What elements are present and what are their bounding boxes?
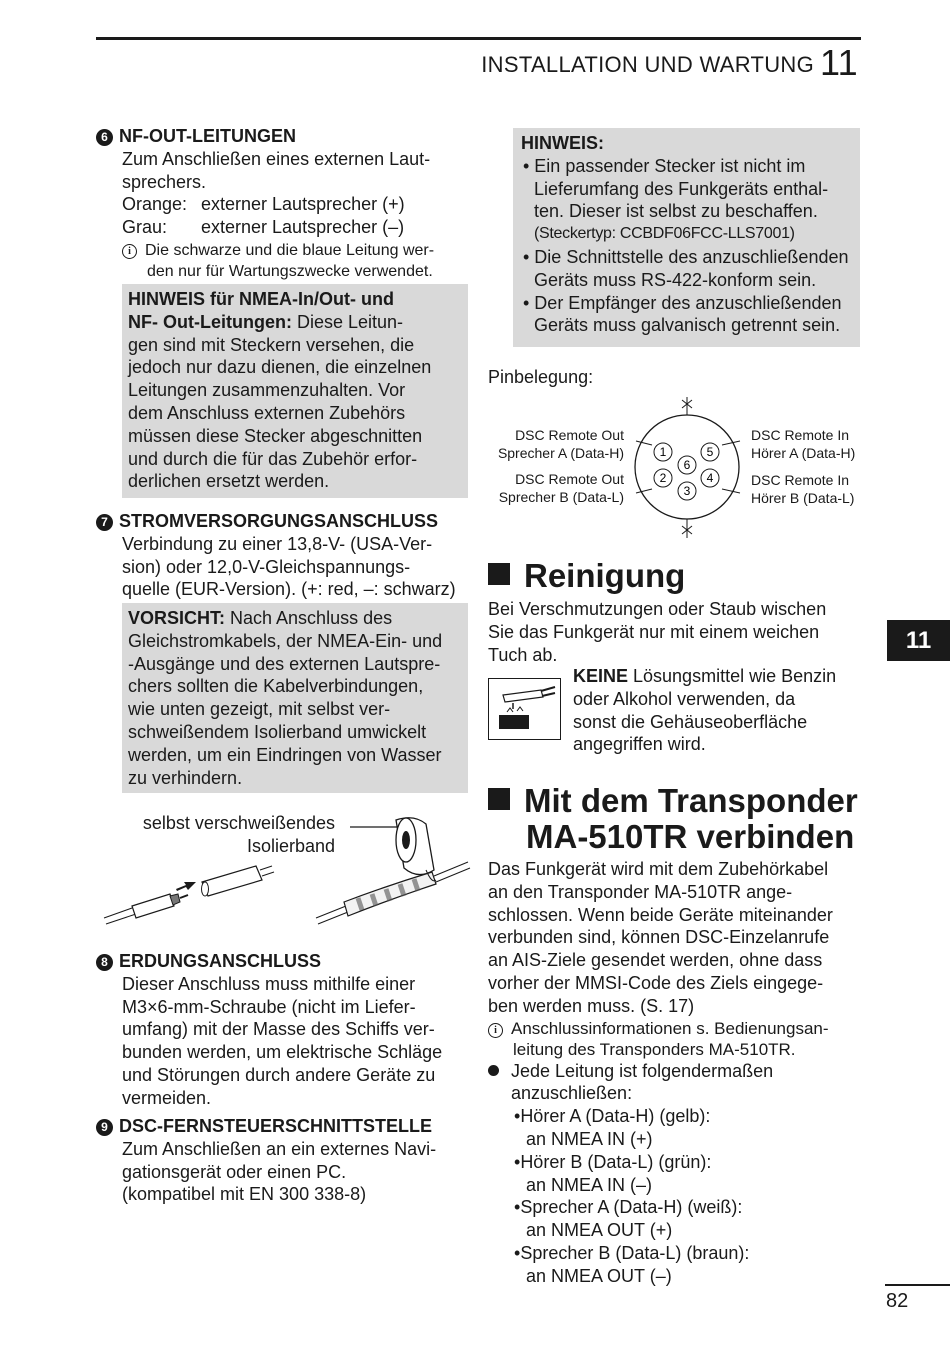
text-line: Jede Leitung ist folgendermaßen: [511, 1060, 774, 1081]
heading-square-icon: [488, 788, 510, 810]
hinweis-nmea-box: [122, 284, 468, 498]
header-rule: [96, 37, 861, 40]
sub-item-label: Sprecher A (Data-H) (weiß):: [520, 1197, 743, 1218]
heading-text: MA-510TR verbinden: [526, 818, 855, 855]
text-line: Das Funkgerät wird mit dem Zubehörkabel: [488, 859, 829, 879]
pin-label-line: Hörer B (Data-L): [751, 490, 855, 506]
section-number: 7: [96, 514, 113, 531]
note-line: Anschlussinformationen s. Bedienungsan-: [511, 1018, 829, 1038]
section-number: 9: [96, 1119, 113, 1136]
text-line: anzuschließen:: [511, 1083, 633, 1104]
text-line: Tuch ab.: [488, 644, 558, 665]
note-line: den nur für Wartungszwecke verwendet.: [147, 262, 433, 280]
box-line: • Ein passender Stecker ist nicht im: [523, 155, 806, 176]
footer-rule: [885, 1284, 950, 1286]
section-nf-out: [96, 125, 476, 282]
sub-item: •Sprecher B (Data-L) (braun):: [514, 1242, 750, 1263]
section-heading: DSC-FERNSTEUERSCHNITTSTELLE: [119, 1116, 433, 1136]
box-line: zu verhindern.: [128, 767, 243, 788]
orange-row: [122, 193, 476, 216]
text-line: gationsgerät oder einen PC.: [122, 1161, 347, 1182]
pin-label-line: Sprecher B (Data-L): [498, 489, 624, 505]
text-line: Zum Anschließen eines externen Laut-: [122, 148, 431, 169]
keine-label: KEINE: [573, 666, 629, 686]
box-line: Diese Leitun-: [291, 311, 404, 332]
solvent-warning-drawing: [489, 679, 559, 738]
text-line: angegriffen wird.: [573, 734, 706, 755]
note-line: Die schwarze und die blaue Leitung wer-: [145, 241, 435, 259]
heading-transponder: [488, 783, 858, 855]
tape-illustration: [96, 810, 476, 930]
text-line: Zum Anschließen an ein externes Navi-: [122, 1138, 437, 1159]
tape-label-line: Isolierband: [246, 835, 335, 856]
box-title: VORSICHT:: [128, 608, 226, 628]
connector-drawing: [622, 395, 752, 540]
pin-label-bottom-right: [751, 471, 854, 507]
text-line: M3×6-mm-Schraube (nicht im Liefer-: [122, 996, 416, 1017]
orange-value: externer Lautsprecher (+): [201, 194, 405, 215]
section-erdung: [96, 950, 476, 1110]
text-line: verbunden sind, können DSC-Einzelanrufe: [488, 927, 830, 948]
chapter-side-tab: 11: [887, 620, 950, 661]
pin-label-top-right: [751, 426, 855, 462]
text-line: oder Alkohol verwenden, da: [573, 688, 796, 709]
box-line: Leitungen zusammenzuhalten. Vor: [128, 380, 406, 401]
pin-label-line: Hörer A (Data-H): [751, 445, 856, 461]
text-line: an den Transponder MA-510TR ange-: [488, 881, 793, 902]
text-line: schlossen. Wenn beide Geräte miteinander: [488, 904, 833, 925]
sub-item-value: an NMEA IN (–): [526, 1174, 653, 1195]
pin-6: 6: [683, 458, 691, 472]
text-line: ben werden muss. (S. 17): [488, 995, 695, 1016]
orange-label: Orange:: [122, 194, 188, 215]
info-icon: i: [488, 1023, 503, 1038]
box-line: • Der Empfänger des anzuschließenden: [523, 292, 842, 313]
header-chapter: 11: [820, 42, 858, 83]
text-line: umfang) mit der Masse des Schiffs ver-: [122, 1019, 435, 1040]
text-line: vorher der MMSI-Code des Ziels eingege-: [488, 972, 824, 993]
grau-row: [122, 216, 476, 239]
heading-square-icon: [488, 563, 510, 585]
section-number: 6: [96, 129, 113, 146]
box-line: Nach Anschluss des: [225, 608, 393, 628]
tape-label-line: selbst verschweißendes: [142, 813, 335, 833]
hinweis-box: [513, 128, 860, 347]
text-line: sion) oder 12,0-V-Gleichspannungs-: [122, 556, 411, 577]
heading-text: Mit dem Transponder: [524, 782, 858, 819]
box-line: derlichen ersetzt werden.: [128, 471, 330, 492]
info-note: [122, 240, 476, 282]
pin-4: 4: [706, 471, 714, 485]
grau-label: Grau:: [122, 217, 168, 238]
header-title: INSTALLATION UND WARTUNG: [481, 52, 815, 77]
text-line: sonst die Gehäuseoberfläche: [573, 711, 808, 732]
heading-reinigung: [488, 558, 685, 594]
section-heading: STROMVERSORGUNGSANSCHLUSS: [119, 511, 439, 531]
no-solvent-icon: [488, 678, 561, 740]
sub-item-value: an NMEA IN (+): [526, 1128, 653, 1149]
info-icon: i: [122, 244, 137, 259]
box-line: Geräts muss galvanisch getrennt sein.: [534, 315, 841, 336]
box-line: Lieferumfang des Funkgeräts enthal-: [534, 178, 829, 199]
text-line: vermeiden.: [122, 1087, 212, 1108]
pin-label-line: DSC Remote In: [751, 427, 850, 443]
box-line: wie unten gezeigt, mit selbst ver-: [128, 699, 391, 720]
transponder-text: [488, 858, 863, 1288]
cable-drawing: [96, 810, 476, 930]
text-line: bunden werden, um elektrische Schläge: [122, 1042, 443, 1063]
sub-item: •Sprecher A (Data-H) (weiß):: [514, 1197, 743, 1218]
pin-1: 1: [659, 445, 667, 459]
sub-item-value: an NMEA OUT (+): [526, 1220, 673, 1241]
box-title: HINWEIS:: [521, 133, 604, 153]
pin-diagram: [488, 395, 868, 540]
sub-item: •Hörer B (Data-L) (grün):: [514, 1151, 712, 1172]
vorsicht-box: [122, 603, 468, 793]
section-heading: NF-OUT-LEITUNGEN: [119, 126, 296, 146]
section-strom: [96, 510, 476, 601]
pin-3: 3: [683, 484, 691, 498]
box-line: -Ausgänge und des externen Lautspre-: [128, 653, 441, 674]
text-line: Lösungsmittel wie Benzin: [628, 666, 837, 686]
box-line: schweißendem Isolierband umwickelt: [128, 721, 427, 742]
sub-item-label: Hörer A (Data-H) (gelb):: [520, 1106, 711, 1127]
section-number: 8: [96, 954, 113, 971]
box-line: Geräts muss RS-422-konform sein.: [534, 269, 817, 290]
box-line: gen sind mit Steckern versehen, die: [128, 334, 415, 355]
text-line: sprechers.: [122, 171, 207, 192]
text-line: Sie das Funkgerät nur mit einem weichen: [488, 621, 820, 642]
box-line: chers sollten die Kabelverbindungen,: [128, 676, 424, 697]
sub-item-value: an NMEA OUT (–): [526, 1265, 672, 1286]
keine-text: [573, 665, 863, 756]
box-title: NF- Out-Leitungen:: [128, 311, 292, 332]
grau-value: externer Lautsprecher (–): [201, 217, 405, 238]
sub-item-label: Sprecher B (Data-L) (braun):: [520, 1242, 750, 1263]
text-line: (kompatibel mit EN 300 338-8): [122, 1184, 367, 1205]
box-title: HINWEIS für NMEA-In/Out- und: [128, 289, 394, 309]
section-heading: ERDUNGSANSCHLUSS: [119, 951, 322, 971]
pin-label-bottom-left: [499, 470, 624, 506]
box-line: und durch die für das Zubehör erfor-: [128, 448, 418, 469]
reinigung-text: [488, 598, 863, 666]
box-line: (Steckertyp: CCBDF06FCC-LLS7001): [534, 225, 795, 243]
box-line: dem Anschluss externen Zubehörs: [128, 402, 406, 423]
pin-5: 5: [706, 445, 714, 459]
pin-2: 2: [659, 471, 667, 485]
text-line: und Störungen durch andere Geräte zu: [122, 1064, 436, 1085]
pin-label-line: DSC Remote In: [751, 472, 850, 488]
text-line: Bei Verschmutzungen oder Staub wischen: [488, 599, 827, 619]
box-line: werden, um ein Eindringen von Wasser: [128, 744, 442, 765]
bullet-item: [488, 1060, 863, 1083]
info-note: [488, 1018, 863, 1060]
page-number: 82: [886, 1290, 909, 1312]
heading-text: Reinigung: [524, 557, 686, 594]
pin-title: Pinbelegung:: [488, 367, 594, 387]
box-line: Gleichstromkabels, der NMEA-Ein- und: [128, 630, 443, 651]
bullet-dot-icon: [488, 1065, 499, 1076]
text-line: an AIS-Ziele gesendet werden, ohne dass: [488, 950, 823, 971]
sub-item: •Hörer A (Data-H) (gelb):: [514, 1106, 711, 1127]
text-line: Verbindung zu einer 13,8-V- (USA-Ver-: [122, 533, 433, 554]
pin-label-top-left: [498, 426, 624, 462]
box-line: müssen diese Stecker abgeschnitten: [128, 425, 423, 446]
section-dsc: [96, 1115, 476, 1206]
pin-label-line: DSC Remote Out: [515, 471, 624, 487]
pin-label-line: DSC Remote Out: [515, 427, 624, 443]
box-line: • Die Schnittstelle des anzuschließenden: [523, 246, 849, 267]
text-line: quelle (EUR-Version). (+: red, –: schwarz): [122, 579, 456, 600]
box-line: jedoch nur dazu dienen, die einzelnen: [128, 357, 432, 378]
sub-item-label: Hörer B (Data-L) (grün):: [520, 1151, 712, 1172]
box-line: ten. Dieser ist selbst zu beschaffen.: [534, 201, 818, 222]
note-line: leitung des Transponders MA-510TR.: [513, 1039, 796, 1059]
page-header: [481, 42, 858, 83]
pin-label-line: Sprecher A (Data-H): [497, 445, 624, 461]
text-line: Dieser Anschluss muss mithilfe einer: [122, 973, 416, 994]
